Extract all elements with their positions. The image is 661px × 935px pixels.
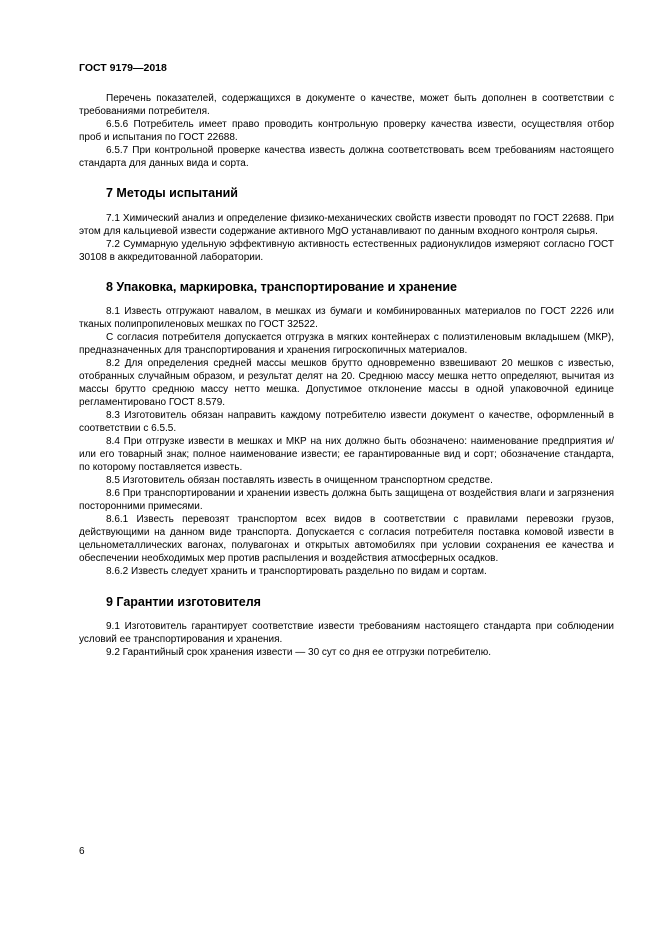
paragraph: 9.2 Гарантийный срок хранения извести — 30 сут со дня ее отгрузки потребителю. — [106, 647, 491, 658]
paragraph: 8.5 Изготовитель обязан поставлять известь в очищенном транспортном средстве. — [106, 475, 493, 486]
paragraph: 6.5.6 Потребитель имеет право проводить контрольную проверку качества извести, осуществляя отбор проб и испытания по ГОСТ 22688. — [79, 119, 614, 143]
paragraph: 8.2 Для определения средней массы мешков брутто одновременно взвешивают 20 мешков с известью, отобранных случайным образом, и результат делят на 20. Среднюю массу мешка нетто определяют, вычитая из массы брутто среднюю массу нетто мешка. Допустимое отклонение массы в одной упаковочной единице регламентировано ГОСТ 8.579. — [79, 358, 614, 408]
paragraph: 9.1 Изготовитель гарантирует соответствие извести требованиям настоящего стандарта при соблюдении условий ее транспортирования и хранения. — [79, 621, 614, 645]
document-header: ГОСТ 9179—2018 — [79, 62, 167, 74]
paragraph: 8.1 Известь отгружают навалом, в мешках из бумаги и комбинированных материалов по ГОСТ 2226 или тканых полипропиленовых мешках по ГОСТ 32522. — [79, 306, 614, 330]
page-number: 6 — [79, 846, 85, 857]
paragraph: 8.6.1 Известь перевозят транспортом всех видов в соответствии с правилами перевозки грузов, действующими на данном виде транспорта. Допускается с согласия потребителя поставка комовой извести в цельнометаллических вагонах, полувагонах и открытых автомобилях при условии сохранения ее качества и обеспечении необходимых мер против распыления и воздействия атмосферных осадков. — [79, 514, 614, 564]
paragraph: 8.3 Изготовитель обязан направить каждому потребителю извести документ о качестве, оформленный в соответствии с 6.5.5. — [79, 410, 614, 434]
document-body — [79, 92, 614, 659]
paragraph: 8.6.2 Известь следует хранить и транспортировать раздельно по видам и сортам. — [106, 566, 487, 577]
paragraph: 8.4 При отгрузке извести в мешках и МКР на них должно быть обозначено: наименование предприятия и/или его товарный знак; полное наименование извести; ее гарантированные вид и сорт; обозначение стандарта, по которому поставляется известь. — [79, 436, 614, 473]
paragraph: 7.1 Химический анализ и определение физико-механических свойств извести проводят по ГОСТ 22688. При этом для кальциевой извести содержание активного MgO устанавливают по данным входного контроля сырья. — [79, 213, 614, 237]
paragraph: Перечень показателей, содержащихся в документе о качестве, может быть дополнен в соответствии с требованиями потребителя. — [79, 93, 614, 117]
paragraph: 8.6 При транспортировании и хранении известь должна быть защищена от воздействия влаги и загрязнения посторонними примесями. — [79, 488, 614, 512]
paragraph: С согласия потребителя допускается отгрузка в мягких контейнерах с полиэтиленовым вкладышем (МКР), предназначенных для транспортирования и хранения гигроскопичных материалов. — [79, 332, 614, 356]
paragraph: 7.2 Суммарную удельную эффективную активность естественных радионуклидов измеряют согласно ГОСТ 30108 в аккредитованной лаборатории. — [79, 239, 614, 263]
section-heading: 9 Гарантии изготовителя — [106, 595, 261, 609]
section-heading: 7 Методы испытаний — [106, 186, 238, 200]
paragraph: 6.5.7 При контрольной проверке качества известь должна соответствовать всем требованиям настоящего стандарта для данных вида и сорта. — [79, 145, 614, 169]
section-heading: 8 Упаковка, маркировка, транспортирование и хранение — [106, 280, 457, 294]
